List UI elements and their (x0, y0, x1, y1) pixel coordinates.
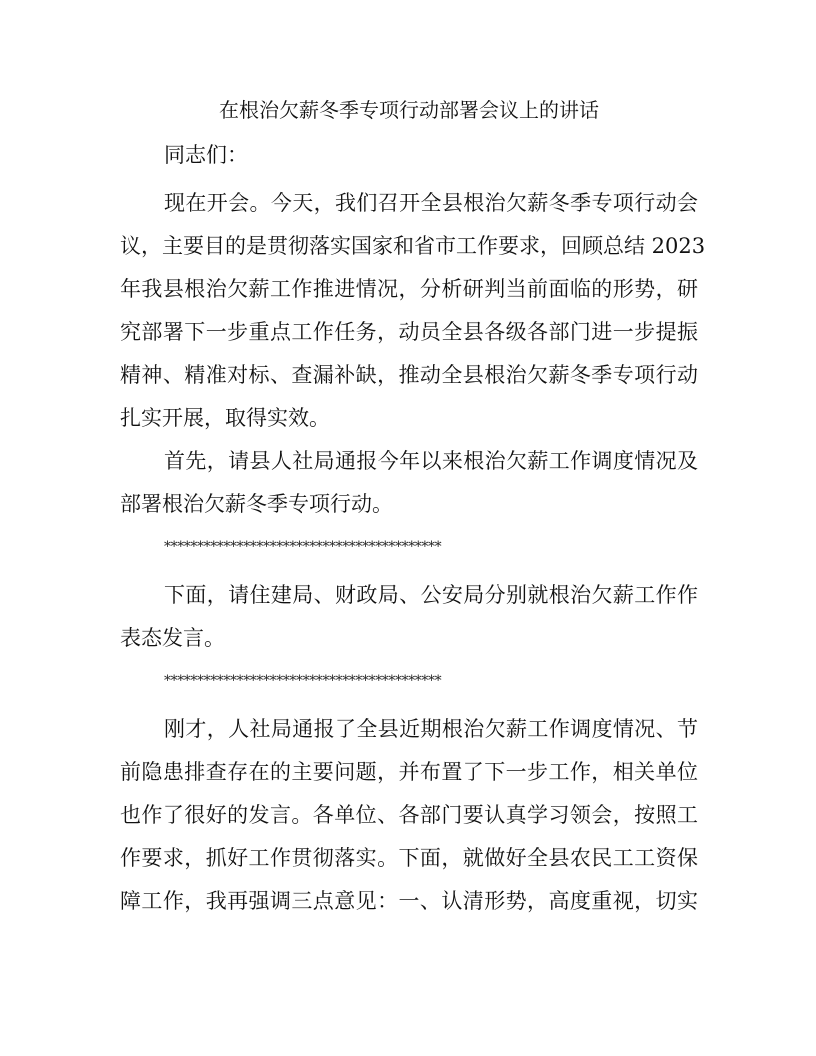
paragraph-summary (120, 708, 698, 923)
separator: ****************************************** (164, 539, 442, 555)
text-line: 刚才，人社局通报了全县近期根治欠薪工作调度情况、节 (164, 717, 698, 741)
text-line: 下面，请住建局、财政局、公安局分别就根治欠薪工作作 (164, 583, 698, 607)
text-line: 精神、精准对标、查漏补缺，推动全县根治欠薪冬季专项行动 (120, 363, 698, 387)
document-page (120, 92, 706, 923)
paragraph-next (120, 574, 698, 660)
text-line: 年我县根治欠薪工作推进情况，分析研判当前面临的形势，研 (120, 277, 698, 301)
text-line: 扎实开展，取得实效。 (120, 406, 330, 430)
text-line: 作要求，抓好工作贯彻落实。下面，就做好全县农民工工资保 (120, 846, 698, 870)
salutation: 同志们： (164, 143, 248, 167)
text-line: 也作了很好的发言。各单位、各部门要认真学习领会，按照工 (120, 803, 698, 827)
text-line: 首先，请县人社局通报今年以来根治欠薪工作调度情况及 (164, 449, 698, 473)
text-line: 前隐患排查存在的主要问题，并布置了下一步工作，相关单位 (120, 760, 698, 784)
text-line: 障工作，我再强调三点意见：一、认清形势，高度重视，切实 (120, 889, 698, 913)
document-title: 在根治欠薪冬季专项行动部署会议上的讲话 (219, 98, 599, 122)
text-line: 现在开会。今天，我们召开全县根治欠薪冬季专项行动会 (164, 191, 698, 215)
text-line: 部署根治欠薪冬季专项行动。 (120, 492, 393, 516)
text-line: 究部署下一步重点工作任务，动员全县各级各部门进一步提振 (120, 320, 698, 344)
paragraph-opening (120, 182, 706, 440)
text-line: 议，主要目的是贯彻落实国家和省市工作要求，回顾总结 2023 (120, 234, 706, 258)
text-line: 表态发言。 (120, 626, 225, 650)
separator: ****************************************** (164, 673, 442, 689)
paragraph-first (120, 440, 698, 526)
